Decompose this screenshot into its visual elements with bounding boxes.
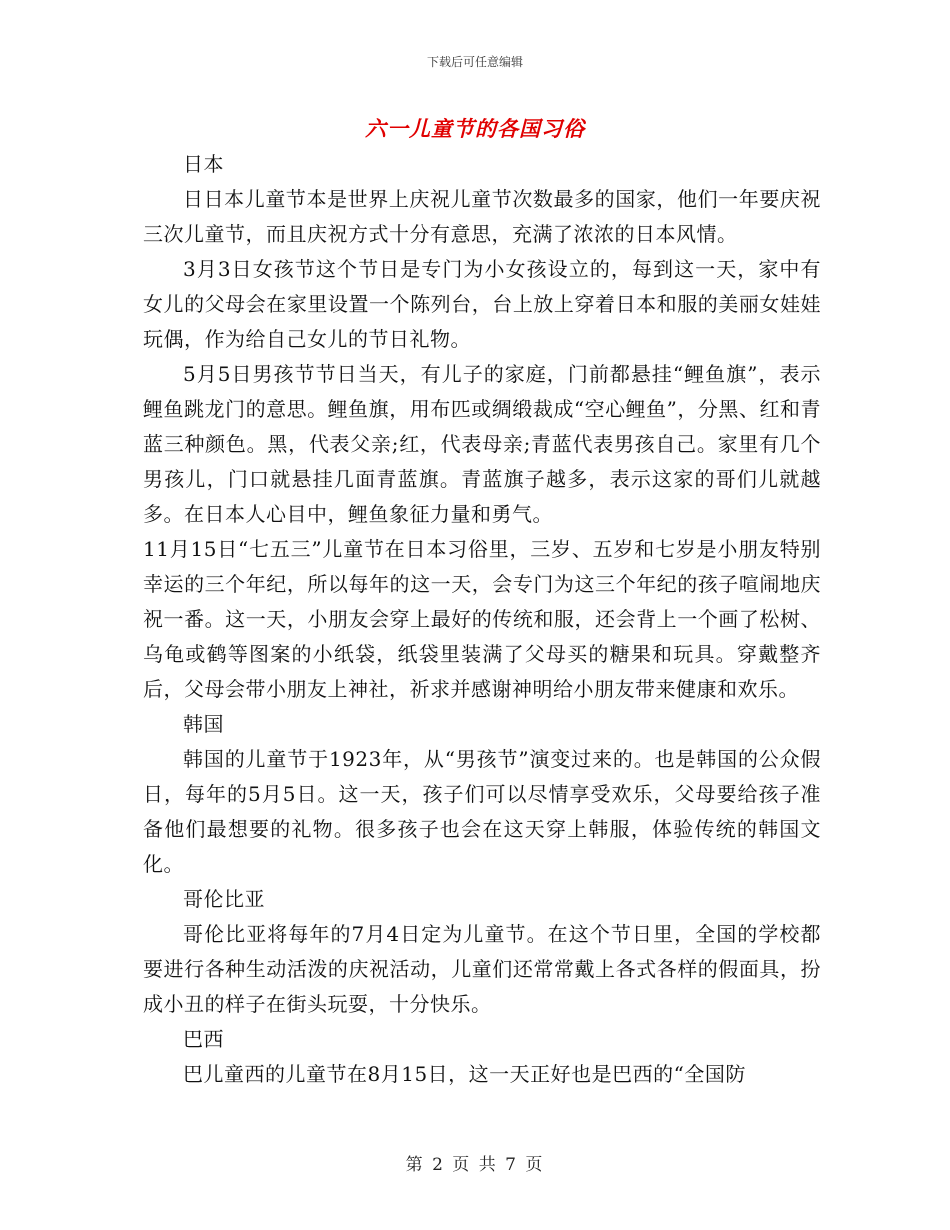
paragraph-girls-day: 3月3日女孩节这个节日是专门为小女孩设立的，每到这一天，家中有女儿的父母会在家里设置一个陈列台，台上放上穿着日本和服的美丽女娃娃玩偶，作为给自己女儿的节日礼物。 [143,257,821,351]
section-heading-colombia: 哥伦比亚 [183,887,265,911]
page-number: 第 2 页 共 7 页 [405,1155,545,1175]
paragraph-brazil: 巴儿童西的儿童节在8月15日，这一天正好也是巴西的“全国防 [183,1062,746,1086]
section-heading-brazil: 巴西 [183,1027,224,1051]
paragraph-korea: 韩国的儿童节于1923年，从“男孩节”演变过来的。也是韩国的公众假日，每年的5月5日。这一天，孩子们可以尽情享受欢乐，父母要给孩子准备他们最想要的礼物。很多孩子也会在这天穿上韩服，体验传统的韩国文化。 [143,747,821,876]
paragraph-shichi-go-san: 11月15日“七五三”儿童节在日本习俗里，三岁、五岁和七岁是小朋友特别幸运的三个年纪，所以每年的这一天，会专门为这三个年纪的孩子喧闹地庆祝一番。这一天，小朋友会穿上最好的传统和服，还会背上一个画了松树、乌龟或鹤等图案的小纸袋，纸袋里装满了父母买的糖果和玩具。穿戴整齐后，父母会带小朋友上神社，祈求并感谢神明给小朋友带来健康和欢乐。 [143,537,821,701]
document-title: 六一儿童节的各国习俗 [365,117,585,141]
paragraph-boys-day: 5月5日男孩节节日当天，有儿子的家庭，门前都悬挂“鲤鱼旗”，表示鲤鱼跳龙门的意思。鲤鱼旗，用布匹或绸缎裁成“空心鲤鱼”，分黑、红和青蓝三种颜色。黑，代表父亲;红，代表母亲;青蓝代表男孩自己。家里有几个男孩儿，门口就悬挂几面青蓝旗。青蓝旗子越多，表示这家的哥们儿就越多。在日本人心目中，鲤鱼象征力量和勇气。 [143,362,821,526]
paragraph-japan-intro: 日日本儿童节本是世界上庆祝儿童节次数最多的国家，他们一年要庆祝三次儿童节，而且庆祝方式十分有意思，充满了浓浓的日本风情。 [143,187,821,246]
section-heading-korea: 韩国 [183,712,224,736]
document-body [143,147,821,1092]
paragraph-colombia: 哥伦比亚将每年的7月4日定为儿童节。在这个节日里，全国的学校都要进行各种生动活泼的庆祝活动，儿童们还常常戴上各式各样的假面具，扮成小丑的样子在街头玩耍，十分快乐。 [143,922,821,1016]
section-heading-japan: 日本 [183,152,224,176]
header-note: 下载后可任意编辑 [426,55,523,69]
